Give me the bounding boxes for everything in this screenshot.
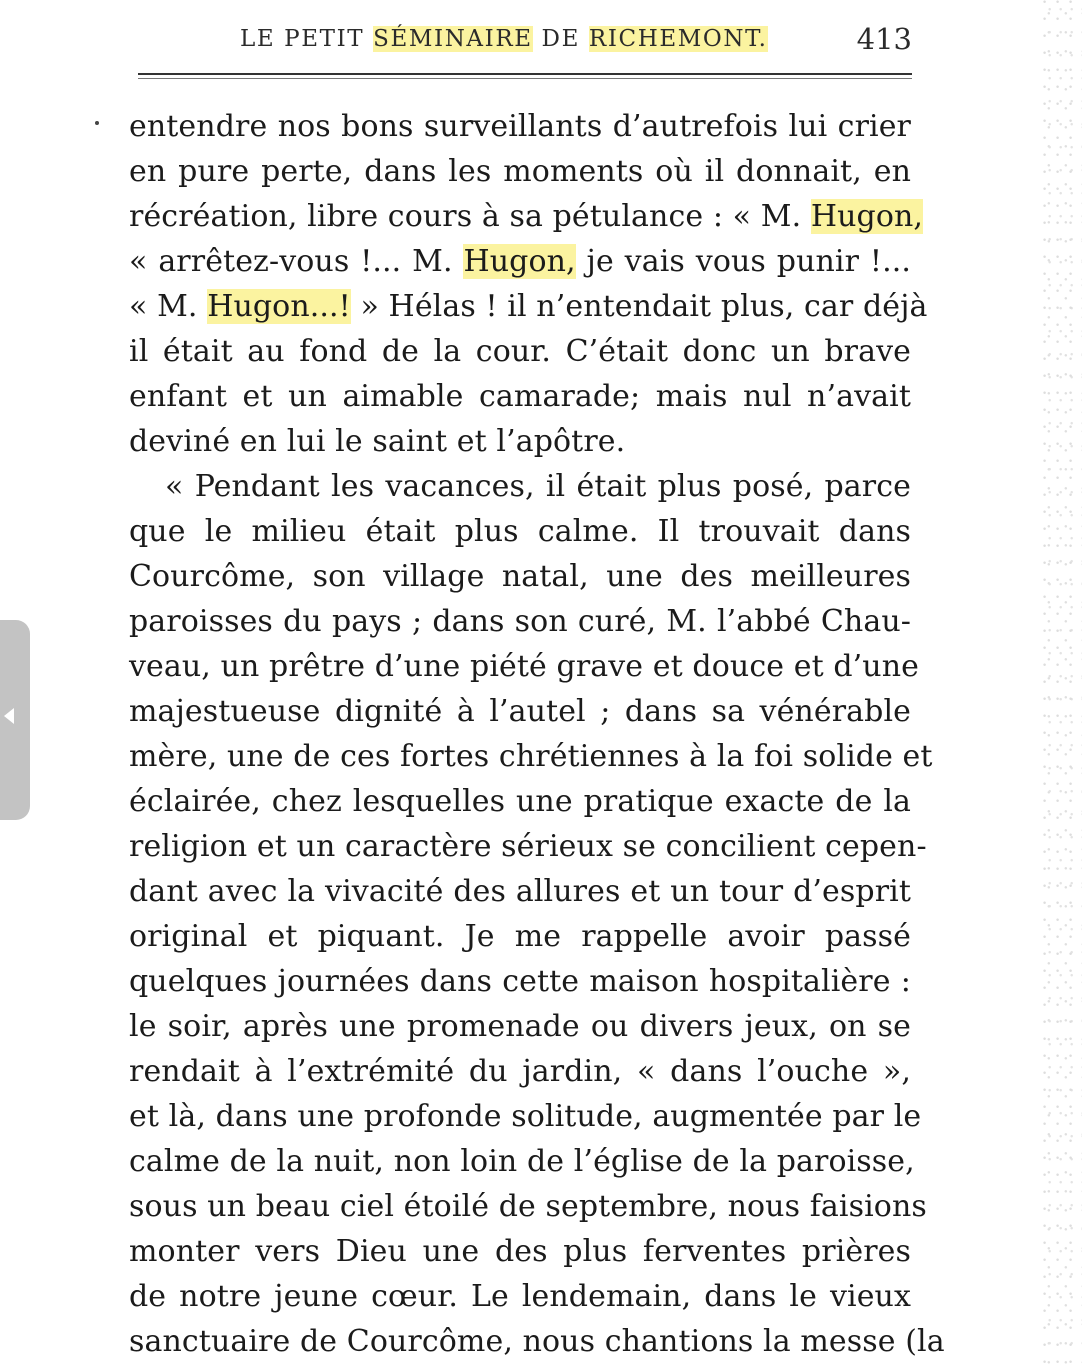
scan-speck	[95, 121, 99, 125]
text-segment: sanctuaire de Courcôme, nous chantions la messe (la	[129, 1324, 945, 1359]
text-line	[129, 149, 911, 194]
text-line	[129, 779, 911, 824]
text-line	[129, 329, 911, 374]
text-line	[129, 1184, 927, 1229]
text-line	[129, 374, 911, 419]
highlight-seminaire: SÉMINAIRE	[373, 26, 533, 52]
running-title-part: DE	[532, 26, 589, 52]
text-segment: deviné en lui le saint et l’apôtre.	[129, 424, 626, 459]
text-segment: mère, une de ces fortes chrétiennes à la foi solide et	[129, 739, 933, 774]
text-segment: dant avec la vivacité des allures et un tour d’esprit	[129, 874, 911, 909]
text-segment: le soir, après une promenade ou divers jeux, on se	[129, 1009, 911, 1044]
text-segment: je vais vous punir !...	[575, 244, 911, 279]
text-segment: en pure perte, dans les moments où il donnait, en	[129, 154, 911, 189]
text-line	[129, 509, 911, 554]
text-segment: sous un beau ciel étoilé de septembre, nous faisions	[129, 1189, 927, 1224]
text-segment: de notre jeune cœur. Le lendemain, dans le vieux	[129, 1279, 911, 1314]
text-line	[129, 689, 911, 734]
text-segment: éclairée, chez lesquelles une pratique exacte de la	[129, 784, 911, 819]
text-line	[129, 959, 911, 1004]
text-segment: « arrêtez-vous !... M.	[129, 244, 464, 279]
header-rule	[138, 73, 912, 75]
text-segment: monter vers Dieu une des plus ferventes prières	[129, 1234, 911, 1269]
text-line	[129, 869, 911, 914]
text-segment: récréation, libre cours à sa pétulance : « M.	[129, 199, 811, 234]
text-line	[129, 1049, 911, 1094]
text-segment: rendait à l’extrémité du jardin, « dans l’ouche »,	[129, 1054, 911, 1089]
text-segment: « M.	[129, 289, 208, 324]
running-head	[240, 22, 912, 62]
text-line	[129, 1274, 911, 1319]
body-text	[129, 104, 945, 1364]
text-segment: calme de la nuit, non loin de l’église de la paroisse,	[129, 1144, 915, 1179]
text-line	[129, 554, 911, 599]
text-line	[129, 194, 924, 239]
text-line	[129, 1229, 911, 1274]
text-line	[129, 1004, 911, 1049]
text-line	[129, 1094, 922, 1139]
text-line	[129, 1319, 945, 1364]
running-title-part: LE PETIT	[240, 26, 374, 52]
text-line	[129, 1139, 915, 1184]
text-line	[129, 419, 911, 464]
text-line	[129, 824, 927, 869]
text-line	[129, 644, 919, 689]
text-segment: quelques journées dans cette maison hospitalière :	[129, 964, 911, 999]
text-segment: « Pendant les vacances, il était plus posé, parce	[165, 469, 911, 504]
text-segment: majestueuse dignité à l’autel ; dans sa vénérable	[129, 694, 911, 729]
text-segment: paroisses du pays ; dans son curé, M. l’abbé Chau-	[129, 604, 911, 639]
text-line	[129, 464, 911, 509]
text-line	[129, 914, 911, 959]
text-segment: veau, un prêtre d’une piété grave et douce et d’une	[129, 649, 919, 684]
highlight-hugon: Hugon...!	[207, 289, 351, 324]
text-line	[129, 104, 911, 149]
chevron-left-icon[interactable]	[4, 708, 14, 724]
text-segment: enfant et un aimable camarade; mais nul n’avait	[129, 379, 911, 414]
page-number: 413	[856, 22, 912, 56]
highlight-hugon: Hugon,	[810, 199, 924, 234]
side-panel-toggle[interactable]	[0, 620, 30, 820]
header-rule-thin	[138, 78, 912, 79]
text-line	[129, 284, 928, 329]
text-line	[129, 734, 933, 779]
scan-edge-noise	[1042, 0, 1082, 1365]
highlight-hugon: Hugon,	[463, 244, 576, 279]
running-title	[240, 26, 768, 52]
text-line	[129, 599, 911, 644]
text-segment: et là, dans une profonde solitude, augmentée par le	[129, 1099, 922, 1134]
text-segment: original et piquant. Je me rappelle avoir passé	[129, 919, 911, 954]
text-line	[129, 239, 911, 284]
text-segment: » Hélas ! il n’entendait plus, car déjà	[350, 289, 928, 324]
text-segment: religion et un caractère sérieux se concilient cepen-	[129, 829, 927, 864]
text-segment: Courcôme, son village natal, une des meilleures	[129, 559, 911, 594]
highlight-richemont: RICHEMONT.	[588, 26, 768, 52]
text-segment: il était au fond de la cour. C’était donc un brave	[129, 334, 911, 369]
text-segment: entendre nos bons surveillants d’autrefois lui crier	[129, 109, 911, 144]
text-segment: que le milieu était plus calme. Il trouvait dans	[129, 514, 911, 549]
